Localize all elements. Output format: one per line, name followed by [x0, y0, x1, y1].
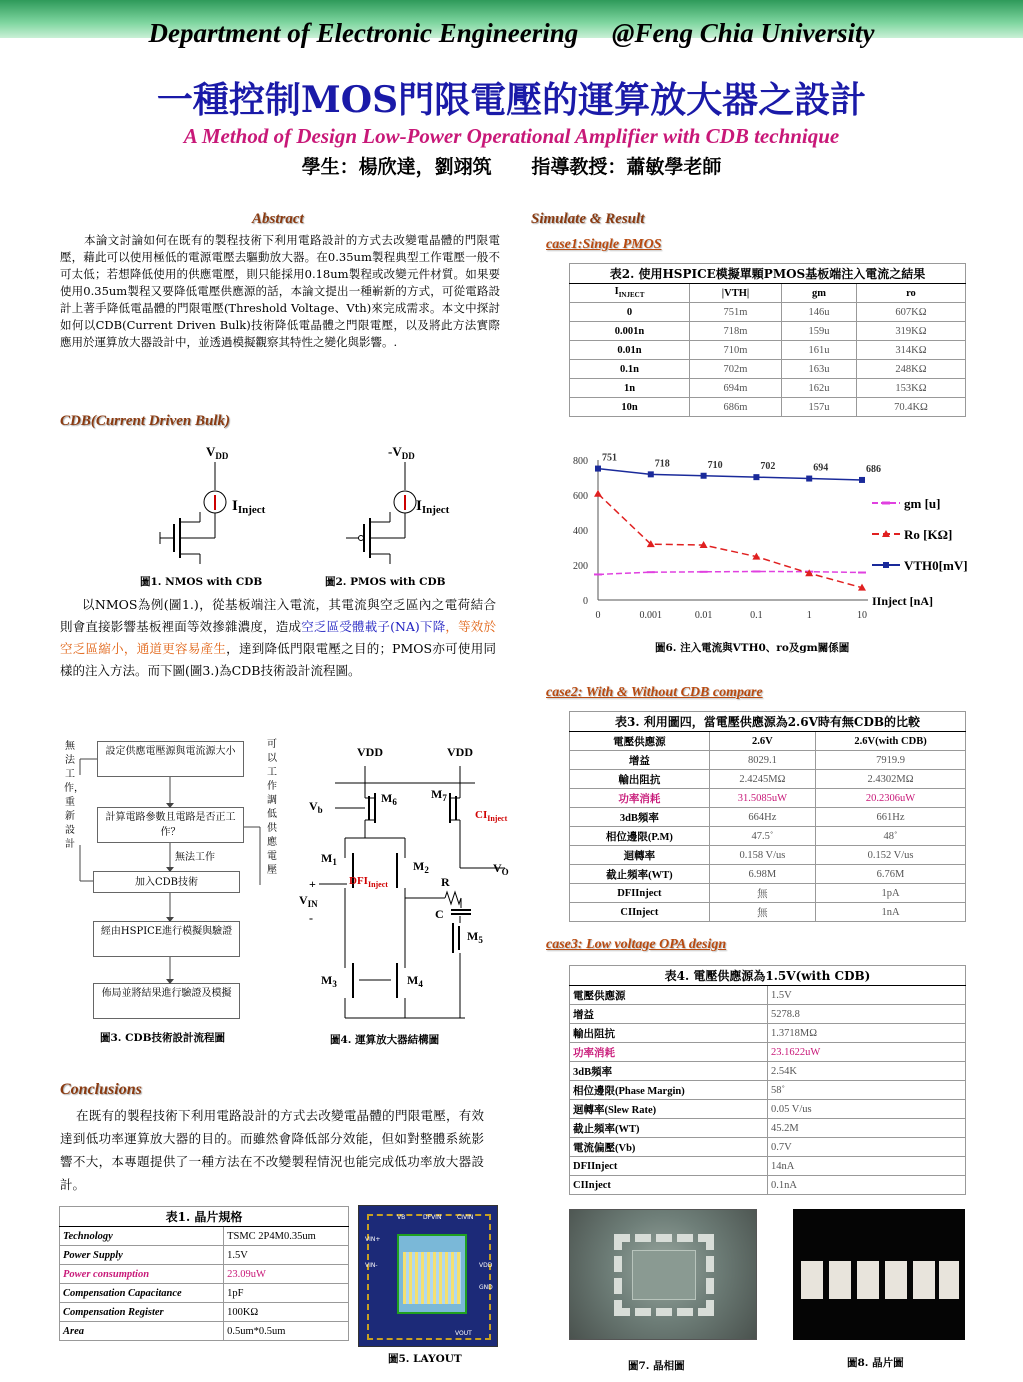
- cdb-paragraph: [60, 594, 496, 682]
- layout-pin: GND: [479, 1284, 493, 1291]
- table-row: DFIInject 14nA: [570, 1157, 966, 1176]
- chart-legend-label: Ro [KΩ]: [904, 527, 953, 542]
- table1-key: Power consumption: [60, 1265, 224, 1284]
- table1-key: Technology: [60, 1227, 224, 1246]
- chart-data-label: 702: [760, 461, 776, 473]
- layout-pin: CIVIN: [457, 1214, 474, 1221]
- cdb-para-b: ，達到降低門限電壓之目的；PMOS亦可使用同樣的注入方法。而下圖(圖3.)為CDB技術設計流程圖。: [60, 641, 496, 678]
- fig6-caption: 圖6. 注入電流與VTH0、ro及gm關係圖: [655, 642, 850, 654]
- cdb-para-blue: 空乏區受體載子(NA)下降: [301, 619, 446, 634]
- table-row: 迴轉率(Slew Rate) 0.05 V/us: [570, 1100, 966, 1119]
- opamp-m6: $M_6$: [381, 791, 397, 807]
- opamp-m1: $M_1$: [321, 851, 337, 867]
- opamp-c: C: [435, 907, 444, 921]
- chart-point: [753, 474, 759, 480]
- opamp-vo: $V_O$: [493, 861, 509, 877]
- chart-point: [648, 471, 654, 477]
- chart-data-label: 686: [866, 463, 881, 475]
- opamp-m3: $M_3$: [321, 973, 337, 989]
- opamp-ci: $CI_{Inject}$: [475, 809, 508, 823]
- layout-pin: VOUT: [455, 1330, 472, 1337]
- table2-caption: 表2. 使用HSPICE模擬單顆PMOS基板端注入電流之結果: [570, 264, 966, 284]
- fig3-caption: 圖3. CDB技術設計流程圖: [100, 1032, 225, 1044]
- chip-spec-table: [59, 1206, 349, 1341]
- fig2-caption: 圖2. PMOS with CDB: [325, 576, 446, 588]
- opamp-dfi: $DFI_{Inject}$: [349, 875, 388, 889]
- cdb-para-a: 以NMOS為例(圖1.)，從基板端注入電流，其電流與空乏區內之電荷結合則會直接影響基板裡面等效摻雜濃度，造成: [60, 597, 496, 634]
- fig1-vdd-label: $V_{DD}$: [206, 444, 229, 461]
- table-row: 0.1n 702m 163u 248KΩ: [570, 360, 966, 379]
- poster-title: 一種控制MOS門限電壓的運算放大器之設計: [156, 79, 867, 121]
- flow-right-note: 可以工作調低供應電壓: [267, 739, 277, 876]
- table1-value: TSMC 2P4M0.35um: [224, 1227, 349, 1246]
- flow-left-note: 無法工作，重新設計: [64, 741, 84, 850]
- chart-data-label: 718: [654, 458, 670, 470]
- table-row: 0.001n 718m 159u 319KΩ: [570, 322, 966, 341]
- flow-box-3: 加入CDB技術: [93, 871, 240, 893]
- nmos-cdb-figure: [140, 440, 290, 570]
- fig2-inject-label: $I_{Inject}$: [416, 498, 450, 516]
- table-row: 輸出阻抗 2.4245MΩ 2.4302MΩ: [570, 770, 966, 789]
- inject-current-chart: [560, 450, 980, 630]
- department-line: Department of Electronic Engineering @Feng Chia University: [148, 18, 875, 48]
- authors-line: 學生：楊欣達，劉翊筑 指導教授：蕭敏學老師: [301, 156, 722, 178]
- table-row: CIInject 無 1nA: [570, 903, 966, 922]
- chart-x-tick-label: 1: [806, 610, 812, 621]
- flow-box-4: 經由HSPICE進行模擬與驗證: [93, 921, 240, 957]
- opamp-m7: $M_7$: [431, 787, 447, 803]
- chart-x-tick-label: 0.01: [694, 610, 713, 621]
- table-row: 電流偏壓(Vb) 0.7V: [570, 1138, 966, 1157]
- table-row: 相位邊限(Phase Margin) 58˚: [570, 1081, 966, 1100]
- opamp-r: R: [441, 875, 450, 889]
- chart-legend-label: VTH0[mV]: [904, 558, 968, 573]
- fig7-caption: 圖7. 晶相圖: [628, 1360, 685, 1372]
- poster-subtitle: A Method of Design Low-Power Operational Amplifier with CDB technique: [183, 124, 840, 148]
- table1-value: 0.5um*0.5um: [224, 1322, 349, 1341]
- table1-caption: 表1. 晶片規格: [60, 1207, 349, 1227]
- table-row: [60, 1284, 349, 1303]
- fig2-vdd-label: $-V_{DD}$: [388, 444, 415, 461]
- table-row: [60, 1246, 349, 1265]
- table1-value: 23.09uW: [224, 1265, 349, 1284]
- table-header-row: 電壓供應源 2.6V 2.6V(with CDB): [570, 732, 966, 751]
- chart-point: [701, 473, 707, 479]
- fig1-caption: 圖1. NMOS with CDB: [140, 576, 263, 588]
- pmos-inject-table: [569, 263, 966, 417]
- table-row: CIInject 0.1nA: [570, 1176, 966, 1195]
- chart-y-tick-label: 0: [583, 596, 588, 607]
- table-row: 增益 5278.8: [570, 1005, 966, 1024]
- table1-key: Compensation Capacitance: [60, 1284, 224, 1303]
- table-row: 0.01n 710m 161u 314KΩ: [570, 341, 966, 360]
- conclusions-heading: Conclusions: [60, 1081, 142, 1098]
- chart-data-label: 710: [707, 459, 723, 471]
- flow-box-5: 佈局並將結果進行驗證及模擬: [93, 983, 240, 1019]
- conclusions-text: 在既有的製程技術下利用電路設計的方式去改變電晶體的門限電壓，有效達到低功率運算放大器的目的。而雖然會降低部分效能，但如對整體系統影響不大，本專題提供了一種方法在不改變製程情況也能完成低功率放大器設計。: [60, 1108, 484, 1192]
- table-row: 迴轉率 0.158 V/us 0.152 V/us: [570, 846, 966, 865]
- fig5-caption: 圖5. LAYOUT: [388, 1353, 462, 1365]
- chart-x-axis-label: IInject [nA]: [872, 594, 933, 608]
- table-row: [60, 1265, 349, 1284]
- table-row: 增益 8029.1 7919.9: [570, 751, 966, 770]
- chart-y-tick-label: 200: [573, 561, 588, 572]
- case2-heading: case2: With & Without CDB compare: [546, 685, 763, 700]
- opamp-m4: $M_4$: [407, 973, 423, 989]
- opamp-minus: -: [309, 911, 313, 925]
- table-row: 截止頻率(WT) 6.98M 6.76M: [570, 865, 966, 884]
- layout-pin: DFVIN: [423, 1214, 442, 1221]
- chart-series-line: [598, 571, 862, 574]
- chart-point: [594, 490, 602, 497]
- chart-point: [859, 477, 865, 483]
- chart-point: [806, 476, 812, 482]
- table-row: 相位邊限(P.M) 47.5˚ 48˚: [570, 827, 966, 846]
- layout-pin: VB: [397, 1214, 406, 1221]
- chart-y-tick-label: 600: [573, 491, 588, 502]
- table-row: [60, 1322, 349, 1341]
- results-heading: Simulate & Result: [531, 211, 645, 227]
- table1-value: 1.5V: [224, 1246, 349, 1265]
- table-row: 3dB頻率 664Hz 661Hz: [570, 808, 966, 827]
- opamp-vdd1: VDD: [357, 745, 383, 759]
- pmos-cdb-figure: [330, 440, 480, 570]
- table-row: 功率消耗 31.5085uW 20.2306uW: [570, 789, 966, 808]
- low-voltage-table: [569, 965, 966, 1195]
- table-row: [60, 1227, 349, 1246]
- table-row: 0 751m 146u 607KΩ: [570, 303, 966, 322]
- layout-pin: VDD: [479, 1262, 493, 1269]
- chart-y-tick-label: 800: [573, 456, 588, 467]
- opamp-vb: $V_b$: [309, 799, 323, 815]
- opamp-m2: $M_2$: [413, 859, 429, 875]
- table4-caption: 表4. 電壓供應源為1.5V(with CDB): [570, 966, 966, 986]
- flow-mid-note: 無法工作: [175, 852, 215, 863]
- chart-x-tick-label: 0.001: [639, 610, 663, 621]
- layout-pin: VIN-: [365, 1262, 378, 1269]
- flow-box-2: 計算電路參數且電路是否正工作？: [97, 807, 244, 843]
- chart-point: [595, 466, 601, 472]
- opamp-plus: +: [309, 877, 316, 891]
- flow-box-1: 設定供應電壓源與電流源大小: [97, 741, 244, 777]
- fig1-inject-label: $I_{Inject}$: [232, 498, 266, 516]
- table-row: 3dB頻率 2.54K: [570, 1062, 966, 1081]
- fig8-caption: 圖8. 晶片圖: [847, 1357, 904, 1369]
- table3-caption: 表3. 利用圖四，當電壓供應源為2.6V時有無CDB的比較: [570, 712, 966, 732]
- abstract-heading: Abstract: [252, 211, 304, 227]
- table1-key: Power Supply: [60, 1246, 224, 1265]
- table-row: 1n 694m 162u 153KΩ: [570, 379, 966, 398]
- table1-value: 100KΩ: [224, 1303, 349, 1322]
- table1-key: Compensation Register: [60, 1303, 224, 1322]
- table1-key: Area: [60, 1322, 224, 1341]
- table-row: DFIInject 無 1pA: [570, 884, 966, 903]
- chart-legend-marker: [883, 562, 889, 568]
- table1-value: 1pF: [224, 1284, 349, 1303]
- table-row: 截止頻率(WT) 45.2M: [570, 1119, 966, 1138]
- flow-arrows: [60, 735, 280, 1025]
- table-row: 10n 686m 157u 70.4KΩ: [570, 398, 966, 417]
- chip-photo: [793, 1209, 965, 1340]
- chart-x-tick-label: 10: [857, 610, 867, 621]
- chart-data-label: 694: [813, 462, 829, 474]
- chart-series-line: [598, 494, 862, 588]
- table-row: [60, 1303, 349, 1322]
- table-row: 功率消耗 23.1622uW: [570, 1043, 966, 1062]
- table2-header: |VTH|: [690, 284, 782, 303]
- layout-pin: VIN+: [365, 1236, 381, 1243]
- opamp-vin: $V_{IN}$: [299, 893, 318, 909]
- opamp-vdd2: VDD: [447, 745, 473, 759]
- cdb-para-orange: ，等效於空乏區縮小，通道更容易產生: [60, 619, 496, 656]
- case3-heading: case3: Low voltage OPA design: [546, 937, 727, 952]
- opamp-m5: $M_5$: [467, 929, 483, 945]
- table-row: 輸出阻抗 1.3718MΩ: [570, 1024, 966, 1043]
- table2-header: $I_{INJECT}$: [570, 284, 690, 303]
- layout-image: [358, 1205, 498, 1347]
- chart-x-tick-label: 0.1: [750, 610, 763, 621]
- chart-data-label: 751: [602, 452, 617, 464]
- table-header-row: [570, 284, 966, 303]
- case1-heading: case1:Single PMOS: [546, 237, 662, 252]
- chart-y-tick-label: 400: [573, 526, 588, 537]
- opamp-schematic: [295, 738, 525, 1028]
- abstract-text: 本論文討論如何在既有的製程技術下利用電路設計的方式去改變電晶體的門限電壓，藉此可以使用極低的電源電壓去驅動放大器。在0.35um製程典型工作電壓一般不可太低；若想降低使用的供應電壓，則只能採用0.18um製程或改變元件材質。如果要使用0.35um製程又要降低電壓供應源的話，本論文提出一種嶄新的方式，可從電路設計上著手降低電晶體的門限電壓(Threshold Voltage、Vth)來完成需求。本文中探討如何以CDB(Current Driven Bulk)技術降低電晶體之門限電壓，以及將此方法實際應用於運算放大器設計中，並透過模擬觀察其特性之變化與影響。.: [60, 233, 500, 349]
- cdb-heading: CDB(Current Driven Bulk): [60, 413, 231, 429]
- table2-header: gm: [782, 284, 857, 303]
- fig4-caption: 圖4. 運算放大器結構圖: [330, 1034, 440, 1046]
- cdb-compare-table: [569, 711, 966, 922]
- table-row: 電壓供應源 1.5V: [570, 986, 966, 1005]
- chart-legend-label: gm [u]: [904, 496, 941, 511]
- table2-header: ro: [856, 284, 965, 303]
- die-photo: [569, 1209, 757, 1340]
- chart-x-tick-label: 0: [595, 610, 601, 621]
